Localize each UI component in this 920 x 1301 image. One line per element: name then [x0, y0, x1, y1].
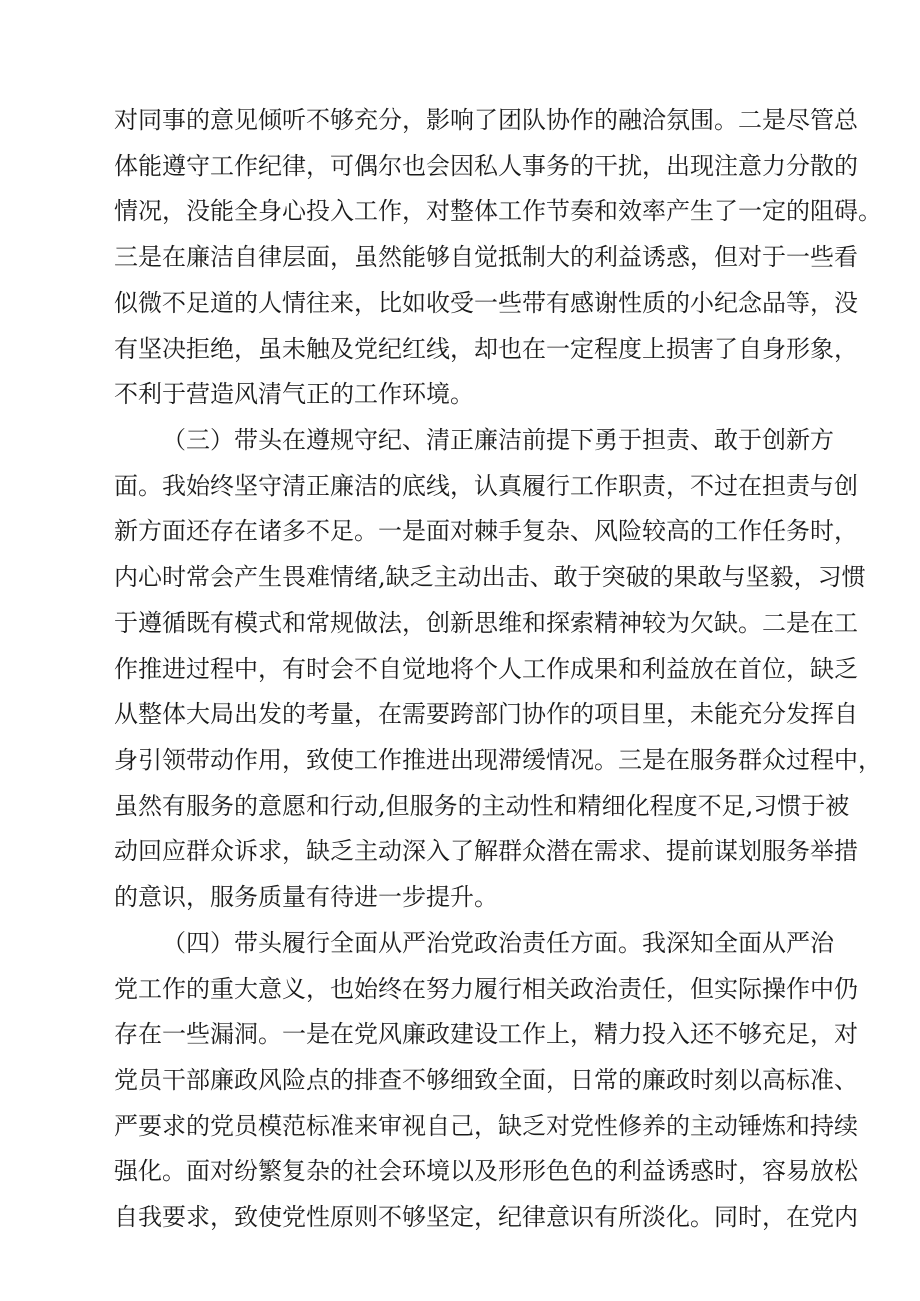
text-line: 似微不足道的人情往来，比如收受一些带有感谢性质的小纪念品等，没 [114, 289, 858, 317]
text-line: 新方面还存在诸多不足。一是面对棘手复杂、风险较高的工作任务时， [114, 517, 858, 545]
text-line: 有坚决拒绝，虽未触及党纪红线，却也在一定程度上损害了自身形象， [114, 335, 858, 363]
section-heading-line: （三）带头在遵规守纪、清正廉洁前提下勇于担责、敢于创新方 [162, 426, 834, 454]
text-line: 党员干部廉政风险点的排查不够细致全面，日常的廉政时刻以高标准、 [114, 1066, 858, 1094]
text-line: 存在一些漏洞。一是在党风廉政建设工作上，精力投入还不够充足，对 [114, 1020, 858, 1048]
text-line: 身引领带动作用，致使工作推进出现滞缓情况。三是在服务群众过程中， [114, 746, 882, 774]
text-line: 从整体大局出发的考量，在需要跨部门协作的项目里，未能充分发挥自 [114, 700, 858, 728]
text-line: 内心时常会产生畏难情绪,缺乏主动出击、敢于突破的果敢与坚毅，习惯 [114, 563, 866, 591]
text-line: 情况，没能全身心投入工作，对整体工作节奏和效率产生了一定的阻碍。 [114, 197, 882, 225]
text-line: 于遵循既有模式和常规做法，创新思维和探索精神较为欠缺。二是在工 [114, 609, 858, 637]
text-line: 面。我始终坚守清正廉洁的底线，认真履行工作职责，不过在担责与创 [114, 472, 858, 500]
text-line: 党工作的重大意义，也始终在努力履行相关政治责任，但实际操作中仍 [114, 975, 858, 1003]
text-line: 自我要求，致使党性原则不够坚定，纪律意识有所淡化。同时，在党内 [114, 1203, 858, 1231]
text-line: 对同事的意见倾听不够充分，影响了团队协作的融洽氛围。二是尽管总 [114, 106, 858, 134]
text-line: 作推进过程中，有时会不自觉地将个人工作成果和利益放在首位，缺乏 [114, 655, 858, 683]
text-line: 虽然有服务的意愿和行动,但服务的主动性和精细化程度不足,习惯于被 [114, 792, 850, 820]
section-heading-line: （四）带头履行全面从严治党政治责任方面。我深知全面从严治 [162, 929, 834, 957]
text-line: 不利于营造风清气正的工作环境。 [114, 380, 474, 408]
text-line: 严要求的党员模范标准来审视自己，缺乏对党性修养的主动锤炼和持续 [114, 1112, 858, 1140]
text-line: 三是在廉洁自律层面，虽然能够自觉抵制大的利益诱惑，但对于一些看 [114, 243, 858, 271]
text-line: 的意识，服务质量有待进一步提升。 [114, 883, 498, 911]
text-line: 动回应群众诉求，缺乏主动深入了解群众潜在需求、提前谋划服务举措 [114, 837, 858, 865]
text-line: 体能遵守工作纪律，可偶尔也会因私人事务的干扰，出现注意力分散的 [114, 152, 858, 180]
text-line: 强化。面对纷繁复杂的社会环境以及形形色色的利益诱惑时，容易放松 [114, 1157, 858, 1185]
